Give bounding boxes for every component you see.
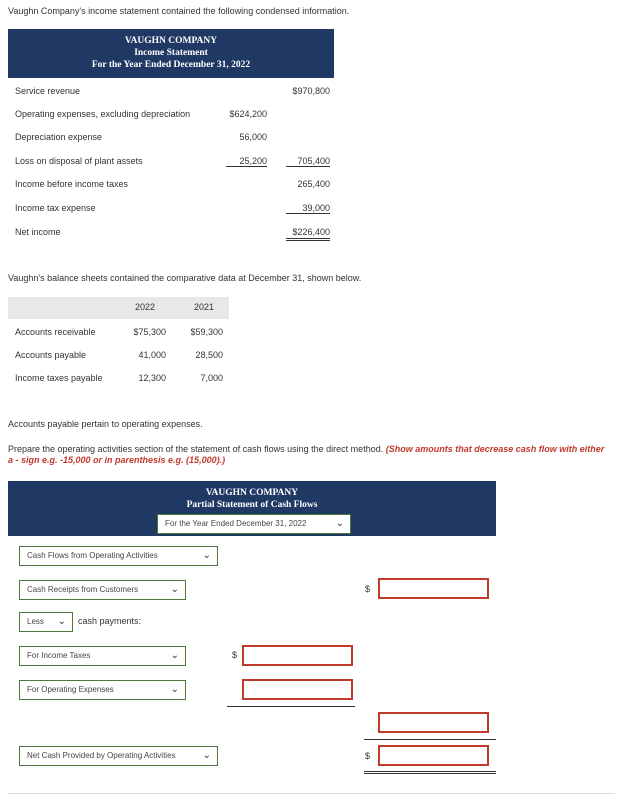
bottom-divider bbox=[8, 793, 615, 794]
is-row-label: Net income bbox=[15, 227, 61, 237]
statement-title: Income Statement bbox=[134, 48, 208, 58]
receipts-select[interactable] bbox=[19, 580, 186, 600]
is-row-amount: $624,200 bbox=[229, 109, 267, 119]
note-text: Accounts payable pertain to operating expenses. bbox=[8, 419, 203, 429]
cf-company-name: VAUGHN COMPANY bbox=[205, 488, 299, 498]
is-row-total: $226,400 bbox=[286, 227, 330, 241]
chevron-down-icon: ⌄ bbox=[202, 750, 211, 761]
balance-row-2021: 7,000 bbox=[200, 373, 223, 383]
intro-text: Vaughn Company's income statement contained the following condensed information. bbox=[8, 6, 350, 16]
total-payments-rule bbox=[364, 739, 496, 740]
receipts-amount-input[interactable] bbox=[378, 578, 489, 599]
is-row-label: Depreciation expense bbox=[15, 132, 103, 142]
balance-row-2021: $59,300 bbox=[190, 327, 223, 337]
cash-payments-label: cash payments: bbox=[78, 616, 142, 626]
balance-row-2022: 12,300 bbox=[138, 373, 166, 383]
net-cash-double-rule bbox=[364, 771, 496, 774]
instruction-red: (Show amounts that decrease cash flow with either a - sign e.g. -15,000 or in parenthesis e.g. (15,000).) bbox=[8, 444, 605, 465]
is-row-label: Income tax expense bbox=[15, 203, 96, 213]
balance-row-2022: $75,300 bbox=[133, 327, 166, 337]
chevron-down-icon: ⌄ bbox=[170, 650, 179, 661]
is-row-total: 39,000 bbox=[286, 203, 330, 214]
chevron-down-icon: ⌄ bbox=[335, 518, 344, 529]
balance-year-2021: 2021 bbox=[194, 302, 215, 312]
income-taxes-select-value: For Income Taxes bbox=[27, 651, 91, 660]
is-row-label: Income before income taxes bbox=[15, 179, 129, 189]
is-row-label: Loss on disposal of plant assets bbox=[15, 156, 143, 166]
balance-row-label: Accounts receivable bbox=[15, 327, 96, 337]
section-select[interactable] bbox=[19, 546, 218, 566]
instruction-block bbox=[8, 444, 608, 466]
company-name: VAUGHN COMPANY bbox=[124, 36, 218, 46]
chevron-down-icon: ⌄ bbox=[57, 616, 66, 627]
subtotal-rule bbox=[227, 706, 355, 707]
is-row-amount: 25,200 bbox=[226, 156, 267, 167]
section-select-value: Cash Flows from Operating Activities bbox=[27, 551, 158, 560]
chevron-down-icon: ⌄ bbox=[202, 550, 211, 561]
operating-expenses-select-value: For Operating Expenses bbox=[27, 685, 114, 694]
balance-row-label: Accounts payable bbox=[15, 350, 87, 360]
balance-row-2021: 28,500 bbox=[195, 350, 223, 360]
balance-row-2022: 41,000 bbox=[138, 350, 166, 360]
is-row-total: 265,400 bbox=[297, 179, 330, 189]
less-select-value: Less bbox=[27, 617, 44, 626]
cf-statement-title: Partial Statement of Cash Flows bbox=[186, 500, 318, 510]
net-cash-select-value: Net Cash Provided by Operating Activities bbox=[27, 751, 176, 760]
net-cash-amount-input[interactable] bbox=[378, 745, 489, 766]
balance-year-2022: 2022 bbox=[135, 302, 156, 312]
income-statement-header bbox=[8, 29, 334, 78]
operating-expenses-amount-input[interactable] bbox=[242, 679, 353, 700]
receipts-currency: $ bbox=[365, 584, 371, 594]
net-cash-currency: $ bbox=[365, 751, 371, 761]
chevron-down-icon: ⌄ bbox=[170, 684, 179, 695]
net-cash-select[interactable] bbox=[19, 746, 218, 766]
statement-period: For the Year Ended December 31, 2022 bbox=[91, 60, 251, 70]
total-payments-amount-input[interactable] bbox=[378, 712, 489, 733]
balance-row-label: Income taxes payable bbox=[15, 373, 103, 383]
receipts-select-value: Cash Receipts from Customers bbox=[27, 585, 139, 594]
less-select[interactable] bbox=[19, 612, 73, 632]
income-taxes-amount-input[interactable] bbox=[242, 645, 353, 666]
is-row-amount: 56,000 bbox=[239, 132, 267, 142]
income-taxes-currency: $ bbox=[232, 650, 238, 660]
is-row-label: Service revenue bbox=[15, 86, 81, 96]
is-row-total: $970,800 bbox=[292, 86, 330, 96]
instruction-text: Prepare the operating activities section of the statement of cash flows using the direct method. bbox=[8, 444, 384, 454]
is-row-label: Operating expenses, excluding depreciation bbox=[15, 109, 191, 119]
period-select-value: For the Year Ended December 31, 2022 bbox=[165, 519, 307, 528]
balance-intro: Vaughn's balance sheets contained the comparative data at December 31, shown below. bbox=[8, 273, 362, 283]
income-taxes-select[interactable] bbox=[19, 646, 186, 666]
is-row-total: 705,400 bbox=[286, 156, 330, 167]
chevron-down-icon: ⌄ bbox=[170, 584, 179, 595]
period-select[interactable] bbox=[157, 514, 351, 534]
operating-expenses-select[interactable] bbox=[19, 680, 186, 700]
